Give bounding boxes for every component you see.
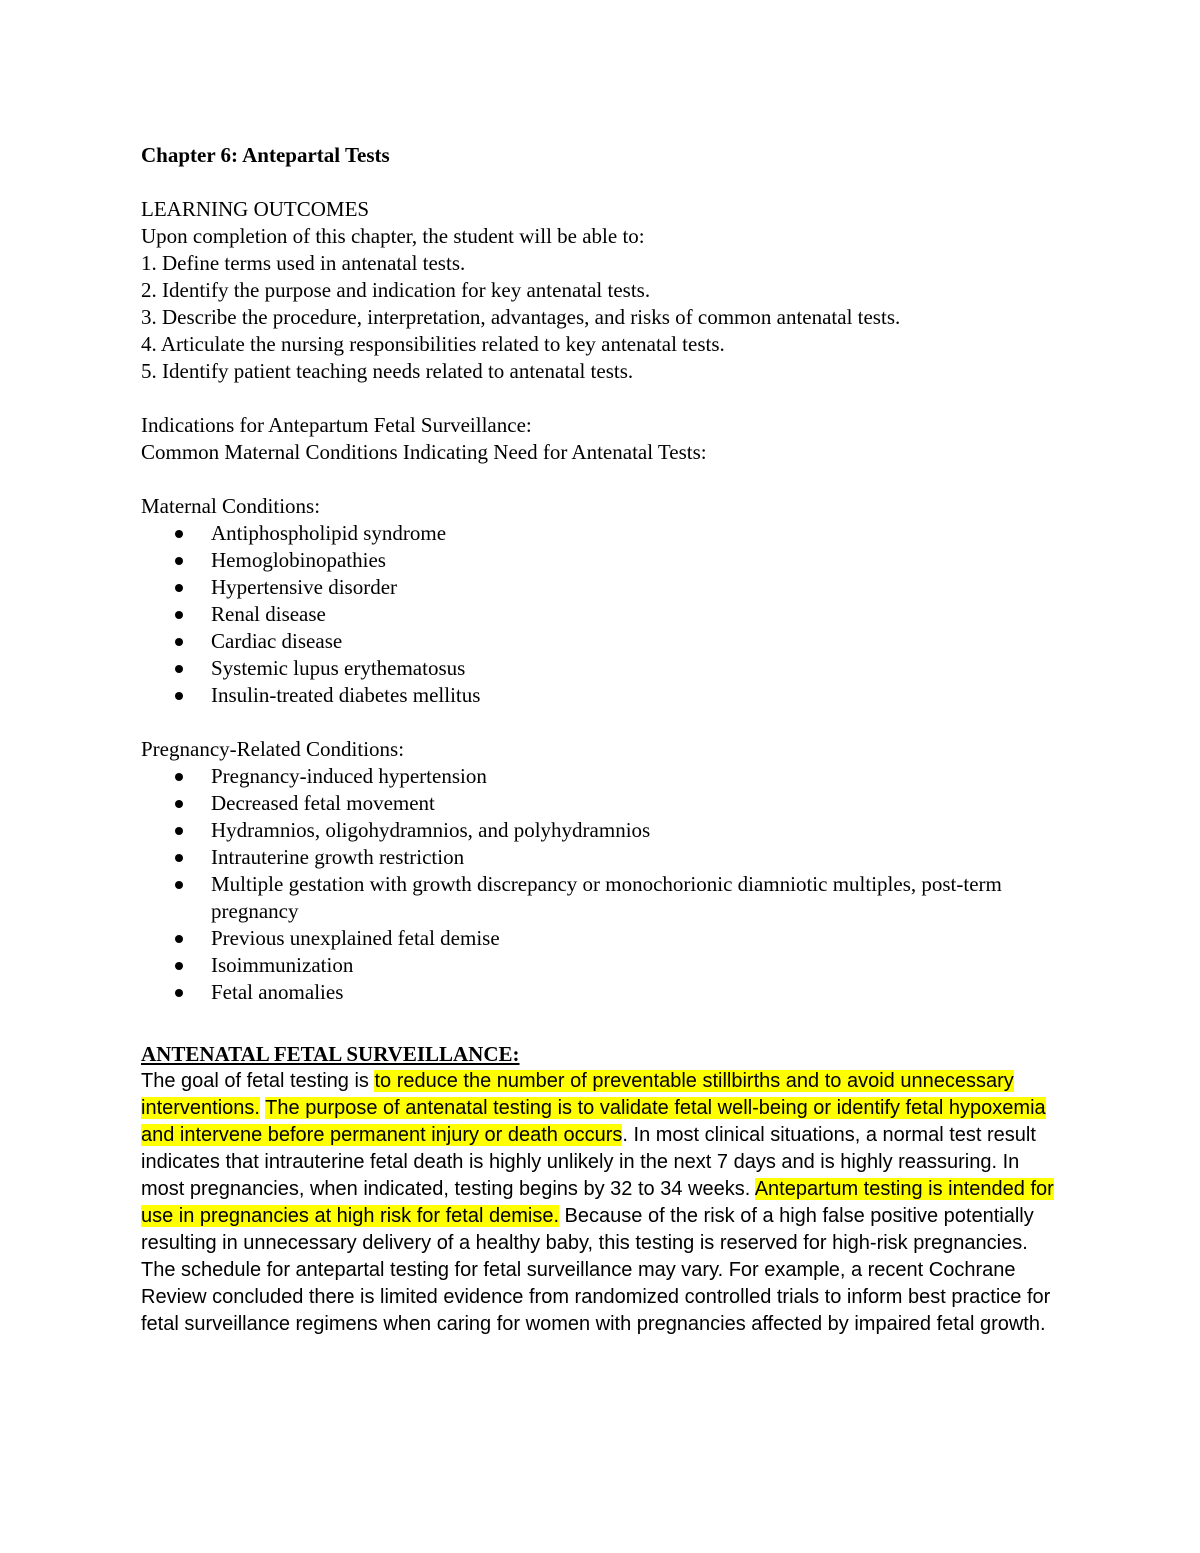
pregnancy-conditions-list <box>141 763 1061 1006</box>
list-item <box>141 763 1061 790</box>
paragraph-text: The goal of fetal testing is <box>141 1070 375 1092</box>
maternal-conditions-list <box>141 520 1061 709</box>
highlighted-text: to reduce the number of preventable stillbirths and to avoid unnecessary interventions. <box>141 1070 1014 1119</box>
outcome-item: 5. Identify patient teaching needs related to antenatal tests. <box>141 359 634 383</box>
list-item-text: Antiphospholipid syndrome <box>211 521 447 545</box>
list-item <box>141 682 1061 709</box>
list-item-text: Insulin-treated diabetes mellitus <box>211 683 481 707</box>
indications-heading: Indications for Antepartum Fetal Surveillance: <box>141 413 532 437</box>
paragraph-text: Because of the risk of a high false positive potentially resulting in unnecessary delivery of a healthy baby, this testing is reserved for high-risk pregnancies. The schedule for antepartal testing for fetal surveillance may vary. For example, a recent Cochrane Review concluded there is limited evidence from randomized controlled trials to inform best practice for fetal surveillance regimens when caring for women with pregnancies affected by impaired fetal growth. <box>141 1205 1051 1335</box>
list-item-text: Multiple gestation with growth discrepancy or monochorionic diamniotic multiples, post-term pregnancy <box>211 872 1002 923</box>
outcomes-intro: Upon completion of this chapter, the student will be able to: <box>141 224 645 248</box>
bullet-icon <box>175 530 183 538</box>
indications-subheading: Common Maternal Conditions Indicating Need for Antenatal Tests: <box>141 440 707 464</box>
bullet-icon <box>175 611 183 619</box>
paragraph-text: . In most clinical situations, a normal test result indicates that intrauterine fetal death is highly unlikely in the next 7 days and is highly reassuring. In most pregnancies, when indicated, testing begins by 32 to 34 weeks. <box>141 1124 1036 1200</box>
page-title: Chapter 6: Antepartal Tests <box>141 143 390 167</box>
bullet-icon <box>175 989 183 997</box>
bullet-icon <box>175 827 183 835</box>
bullet-icon <box>175 692 183 700</box>
surveillance-paragraph <box>141 1068 1056 1338</box>
list-item <box>141 979 1061 1006</box>
bullet-icon <box>175 800 183 808</box>
list-item <box>141 520 1061 547</box>
list-item-text: Hemoglobinopathies <box>211 548 386 572</box>
list-item <box>141 817 1061 844</box>
list-item-text: Hypertensive disorder <box>211 575 398 599</box>
list-item <box>141 547 1061 574</box>
list-item-text: Isoimmunization <box>211 953 354 977</box>
bullet-icon <box>175 881 183 889</box>
bullet-icon <box>175 584 183 592</box>
outcome-item: 3. Describe the procedure, interpretation, advantages, and risks of common antenatal tests. <box>141 305 901 329</box>
list-item-text: Systemic lupus erythematosus <box>211 656 466 680</box>
list-item <box>141 655 1061 682</box>
list-item <box>141 925 1061 952</box>
surveillance-heading: ANTENATAL FETAL SURVEILLANCE: <box>141 1042 520 1066</box>
highlighted-text: The purpose of antenatal testing is to validate fetal well-being or identify fetal hypoxemia and intervene before permanent injury or death occurs <box>141 1097 1046 1146</box>
list-item <box>141 844 1061 871</box>
list-item-text: Hydramnios, oligohydramnios, and polyhydramnios <box>211 818 651 842</box>
bullet-icon <box>175 935 183 943</box>
list-item <box>141 871 1061 925</box>
list-item <box>141 790 1061 817</box>
bullet-icon <box>175 665 183 673</box>
list-item <box>141 628 1061 655</box>
list-item-text: Fetal anomalies <box>211 980 344 1004</box>
list-item-text: Cardiac disease <box>211 629 343 653</box>
list-item-text: Intrauterine growth restriction <box>211 845 465 869</box>
outcome-item: 4. Articulate the nursing responsibilities related to key antenatal tests. <box>141 332 725 356</box>
list-item <box>141 601 1061 628</box>
document-page <box>141 142 1061 1338</box>
list-item-text: Pregnancy-induced hypertension <box>211 764 487 788</box>
outcome-item: 1. Define terms used in antenatal tests. <box>141 251 466 275</box>
list-item <box>141 574 1061 601</box>
list-item-text: Previous unexplained fetal demise <box>211 926 500 950</box>
outcome-item: 2. Identify the purpose and indication for key antenatal tests. <box>141 278 651 302</box>
maternal-conditions-heading: Maternal Conditions: <box>141 494 321 518</box>
list-item-text: Renal disease <box>211 602 326 626</box>
list-item-text: Decreased fetal movement <box>211 791 435 815</box>
bullet-icon <box>175 638 183 646</box>
bullet-icon <box>175 557 183 565</box>
list-item <box>141 952 1061 979</box>
bullet-icon <box>175 854 183 862</box>
outcomes-heading: LEARNING OUTCOMES <box>141 197 370 221</box>
highlighted-text: Antepartum testing is intended for use in pregnancies at high risk for fetal demise. <box>141 1178 1054 1227</box>
bullet-icon <box>175 962 183 970</box>
bullet-icon <box>175 773 183 781</box>
pregnancy-conditions-heading: Pregnancy-Related Conditions: <box>141 737 405 761</box>
